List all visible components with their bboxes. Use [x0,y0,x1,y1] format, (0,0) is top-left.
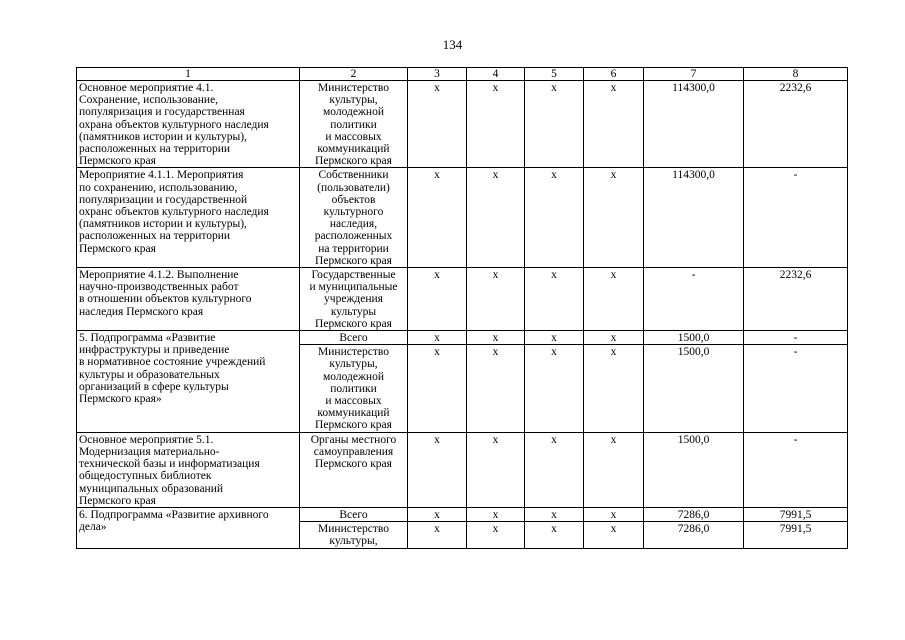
col6-cell: x [584,168,644,268]
col5-cell: x [525,522,584,548]
col4-cell: x [467,432,525,507]
row-name-cell: 6. Подпрограмма «Развитие архивного дела» [77,507,300,548]
col7-cell: 1500,0 [644,331,744,345]
col3-cell: x [408,507,467,521]
table-row [77,81,848,168]
page-number: 134 [442,37,463,52]
executor-cell: Министерство культуры, [300,522,408,548]
col7-cell: 7286,0 [644,522,744,548]
col7-cell: 114300,0 [644,81,744,168]
row-name-cell: 5. Подпрограмма «Развитие инфраструктуры и приведение в нормативное состояние учреждений культуры и образовательных организаций в сфере культуры Пермского края» [77,331,300,433]
col3-cell: x [408,81,467,168]
col4-cell: x [467,81,525,168]
col6-cell: x [584,81,644,168]
column-number-3: 3 [408,68,467,81]
column-number-7: 7 [644,68,744,81]
row-name-cell: Основное мероприятие 5.1. Модернизация материально- технической базы и информатизация общедоступных библиотек муниципальных образований Пермского края [77,432,300,507]
executor-cell: Министерство культуры, молодежной политики и массовых коммуникаций Пермского края [300,81,408,168]
col3-cell: x [408,345,467,432]
column-number-8: 8 [744,68,848,81]
col6-cell: x [584,522,644,548]
budget-table [76,67,848,549]
col7-cell: 1500,0 [644,432,744,507]
col8-cell: - [744,168,848,268]
col4-cell: x [467,522,525,548]
col3-cell: x [408,522,467,548]
col7-cell: 1500,0 [644,345,744,432]
header-row [77,68,848,81]
table-row [77,331,848,345]
table-row [77,432,848,507]
col8-cell: 2232,6 [744,81,848,168]
col8-cell: 7991,5 [744,522,848,548]
col5-cell: x [525,81,584,168]
col5-cell: x [525,432,584,507]
col7-cell: - [644,268,744,331]
col6-cell: x [584,345,644,432]
col4-cell: x [467,168,525,268]
col6-cell: x [584,432,644,507]
col6-cell: x [584,331,644,345]
col4-cell: x [467,268,525,331]
column-number-5: 5 [525,68,584,81]
col8-cell: - [744,432,848,507]
col3-cell: x [408,268,467,331]
col8-cell: - [744,331,848,345]
column-number-2: 2 [300,68,408,81]
col8-cell: - [744,345,848,432]
col6-cell: x [584,268,644,331]
executor-cell: Всего [300,331,408,345]
col6-cell: x [584,507,644,521]
col7-cell: 114300,0 [644,168,744,268]
column-number-6: 6 [584,68,644,81]
column-number-4: 4 [467,68,525,81]
col4-cell: x [467,507,525,521]
table-row [77,507,848,521]
column-number-1: 1 [77,68,300,81]
col8-cell: 2232,6 [744,268,848,331]
col7-cell: 7286,0 [644,507,744,521]
col5-cell: x [525,168,584,268]
table-row [77,168,848,268]
col3-cell: x [408,432,467,507]
col5-cell: x [525,331,584,345]
executor-cell: Органы местного самоуправления Пермского края [300,432,408,507]
executor-cell: Министерство культуры, молодежной политики и массовых коммуникаций Пермского края [300,345,408,432]
col8-cell: 7991,5 [744,507,848,521]
executor-cell: Собственники (пользователи) объектов культурного наследия, расположенных на территории Пермского края [300,168,408,268]
executor-cell: Государственные и муниципальные учреждения культуры Пермского края [300,268,408,331]
col4-cell: x [467,345,525,432]
col3-cell: x [408,168,467,268]
row-name-cell: Мероприятие 4.1.2. Выполнение научно-производственных работ в отношении объектов культурного наследия Пермского края [77,268,300,331]
executor-cell: Всего [300,507,408,521]
row-name-cell: Основное мероприятие 4.1. Сохранение, использование, популяризация и государственная охрана объектов культурного наследия (памятников истории и культуры), расположенных на территории Пермского края [77,81,300,168]
col5-cell: x [525,268,584,331]
col3-cell: x [408,331,467,345]
row-name-cell: Мероприятие 4.1.1. Мероприятия по сохранению, использованию, популяризации и государственной охранс объектов культурного наследия (памятников истории и культуры), расположенных на территории Пермского края [77,168,300,268]
table-row [77,268,848,331]
col4-cell: x [467,331,525,345]
col5-cell: x [525,345,584,432]
col5-cell: x [525,507,584,521]
